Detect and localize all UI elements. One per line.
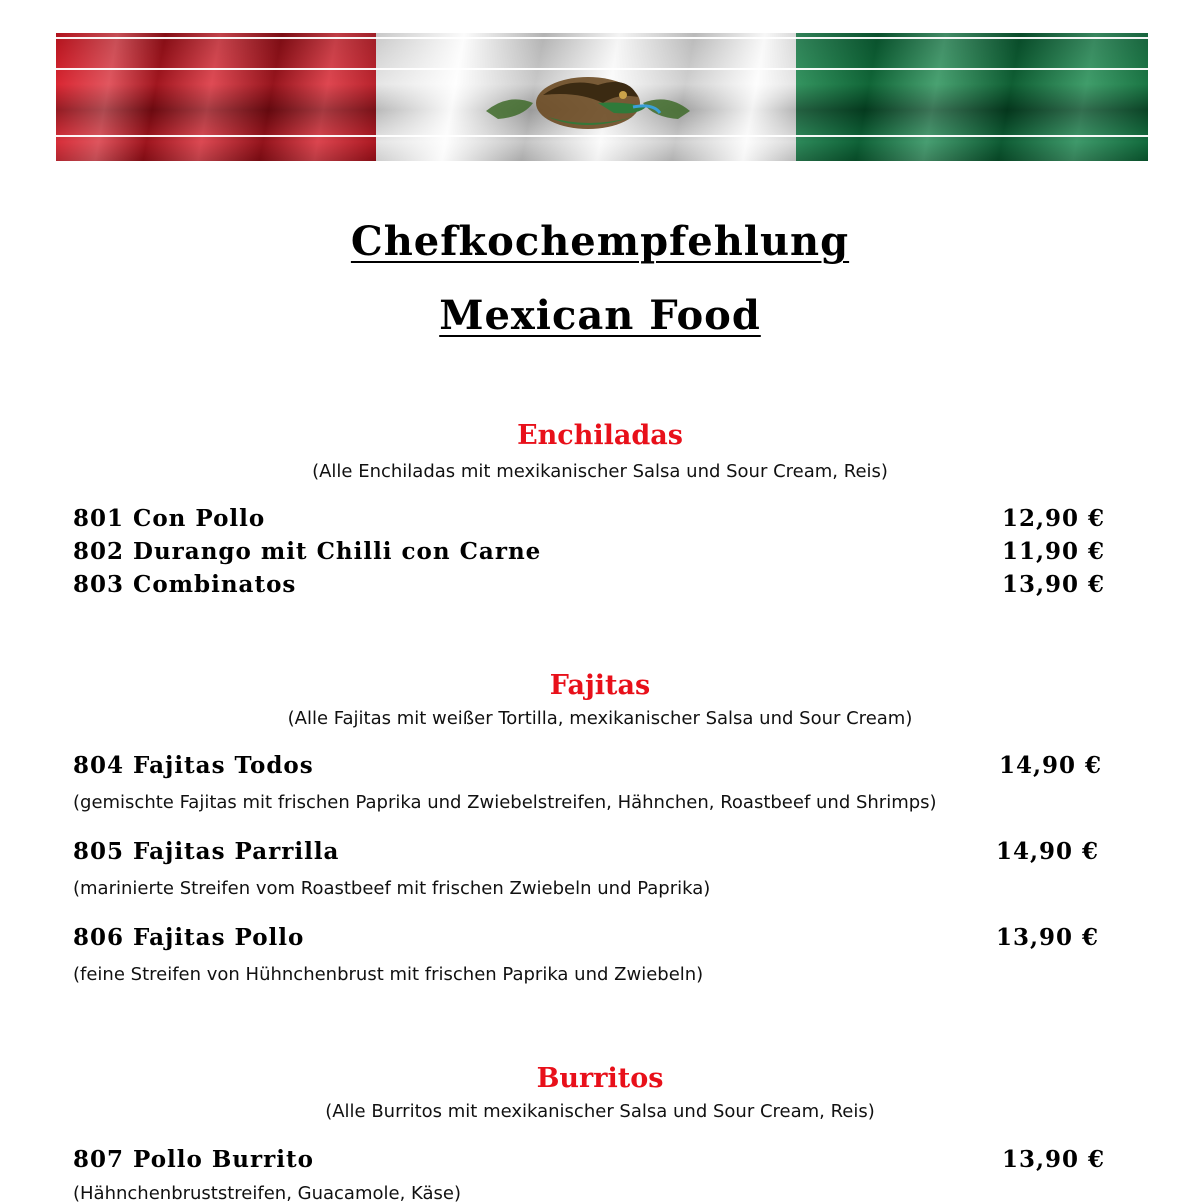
menu-item-name: 807 Pollo Burrito bbox=[73, 1146, 314, 1173]
menu-item-price: 13,90 € bbox=[1001, 1146, 1105, 1173]
banner-line bbox=[56, 135, 1148, 137]
menu-item-price: 12,90 € bbox=[1001, 505, 1105, 532]
menu-item-name: 801 Con Pollo bbox=[73, 505, 266, 532]
mexican-flag-banner bbox=[56, 33, 1148, 161]
flag-green-band bbox=[796, 33, 1148, 161]
section-heading-enchiladas: Enchiladas bbox=[517, 420, 683, 451]
banner-line bbox=[56, 68, 1148, 70]
menu-item-description: (Hähnchenbruststreifen, Guacamole, Käse) bbox=[73, 1183, 462, 1204]
page-title: Chefkochempfehlung bbox=[350, 218, 850, 265]
flag-red-band bbox=[56, 33, 376, 161]
menu-item-description: (marinierte Streifen vom Roastbeef mit frischen Zwiebeln und Paprika) bbox=[73, 878, 711, 899]
section-subtitle-burritos: (Alle Burritos mit mexikanischer Salsa und Sour Cream, Reis) bbox=[325, 1101, 875, 1122]
page-subtitle: Mexican Food bbox=[439, 292, 761, 339]
menu-item-name: 805 Fajitas Parrilla bbox=[73, 838, 340, 865]
section-heading-fajitas: Fajitas bbox=[549, 670, 651, 701]
menu-item-price: 13,90 € bbox=[995, 924, 1099, 951]
section-heading-burritos: Burritos bbox=[536, 1063, 664, 1094]
banner-line bbox=[56, 37, 1148, 39]
menu-item-name: 804 Fajitas Todos bbox=[73, 752, 314, 779]
section-subtitle-enchiladas: (Alle Enchiladas mit mexikanischer Salsa und Sour Cream, Reis) bbox=[312, 461, 888, 482]
menu-item-price: 14,90 € bbox=[998, 752, 1102, 779]
menu-item-name: 803 Combinatos bbox=[73, 571, 297, 598]
menu-item-name: 802 Durango mit Chilli con Carne bbox=[73, 538, 542, 565]
menu-item-price: 11,90 € bbox=[1001, 538, 1105, 565]
menu-item-description: (gemischte Fajitas mit frischen Paprika und Zwiebelstreifen, Hähnchen, Roastbeef und Shrimps) bbox=[73, 792, 937, 813]
menu-item-price: 14,90 € bbox=[995, 838, 1099, 865]
menu-item-price: 13,90 € bbox=[1001, 571, 1105, 598]
menu-item-name: 806 Fajitas Pollo bbox=[73, 924, 305, 951]
menu-item-description: (feine Streifen von Hühnchenbrust mit frischen Paprika und Zwiebeln) bbox=[73, 964, 704, 985]
eagle-emblem-icon bbox=[428, 73, 748, 133]
section-subtitle-fajitas: (Alle Fajitas mit weißer Tortilla, mexikanischer Salsa und Sour Cream) bbox=[287, 708, 913, 729]
